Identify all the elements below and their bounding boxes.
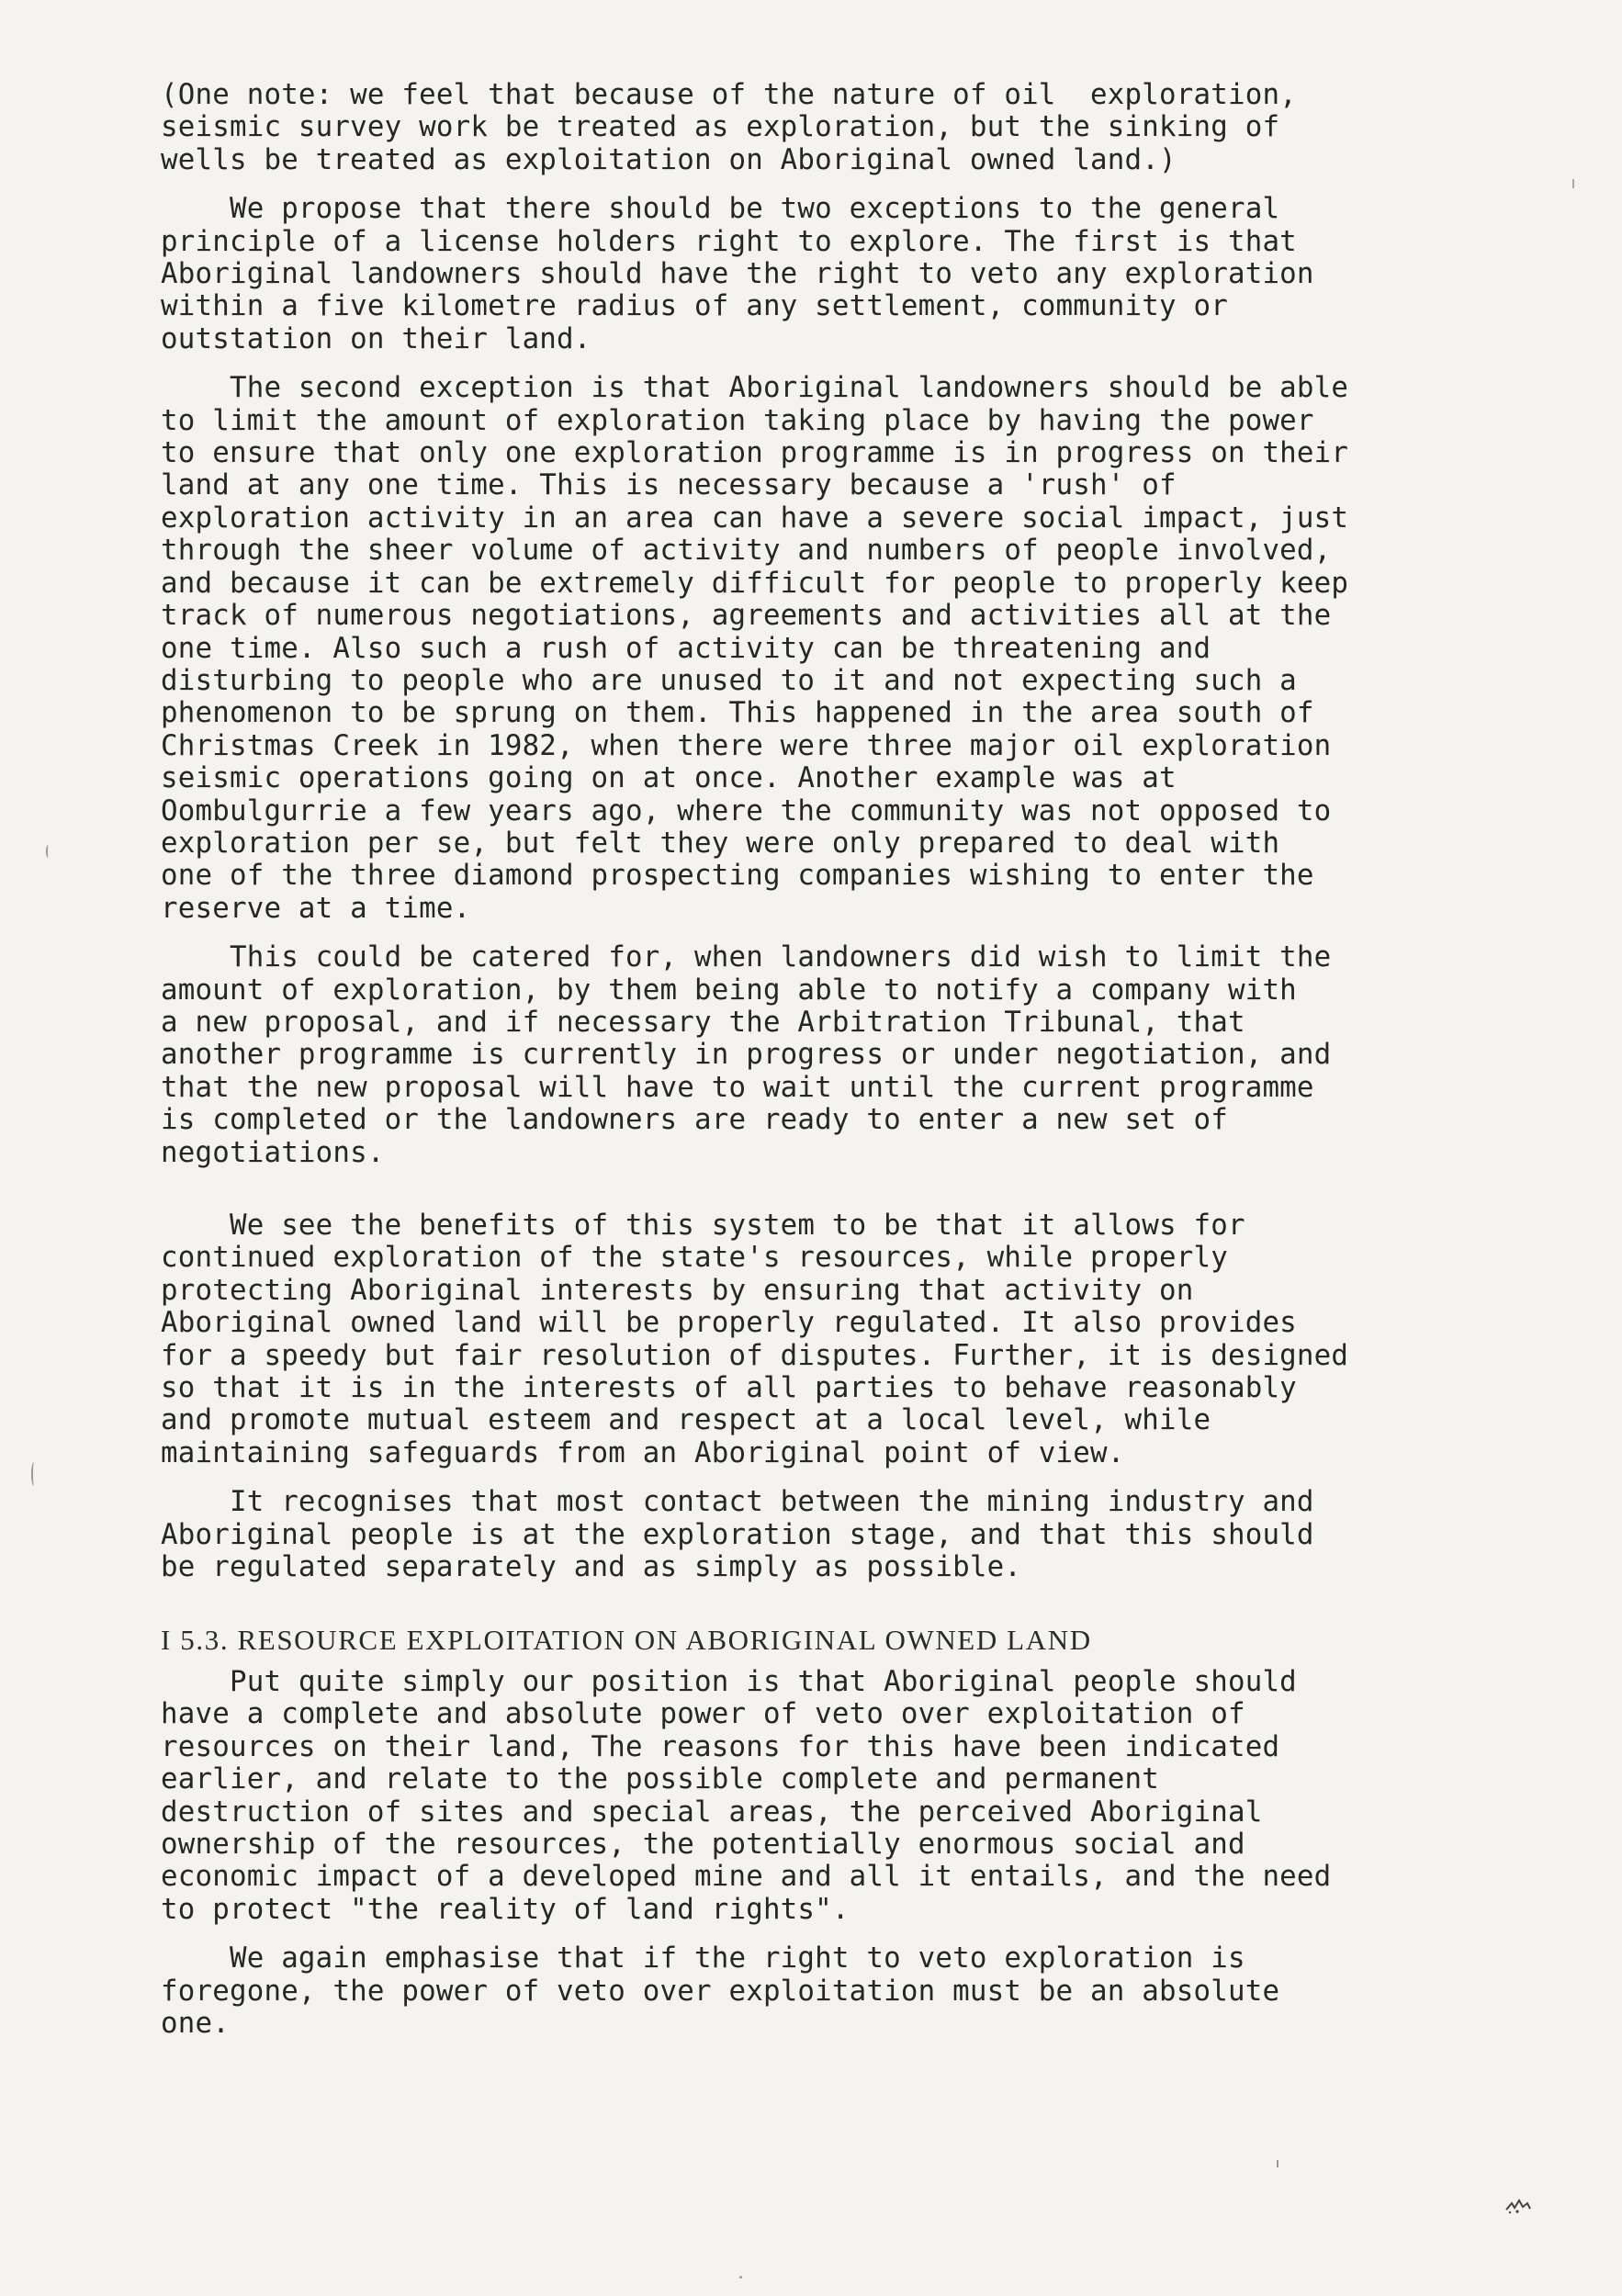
text-line: foregone, the power of veto over exploitation must be an absolute	[161, 1974, 1280, 2008]
text-line: maintaining safeguards from an Aboriginal point of view.	[161, 1435, 1125, 1469]
paragraph-two-exceptions	[161, 193, 1575, 355]
text-line: destruction of sites and special areas, the perceived Aboriginal	[161, 1795, 1263, 1829]
text-line: wells be treated as exploitation on Aboriginal owned land.)	[161, 142, 1177, 176]
paragraph-second-exception	[161, 372, 1575, 925]
text-line: economic impact of a developed mine and all it entails, and the need	[161, 1860, 1332, 1894]
text-line: so that it is in the interests of all parties to behave reasonably	[161, 1371, 1297, 1405]
text-line: exploration activity in an area can have a severe social impact, just	[161, 501, 1349, 535]
text-line: continued exploration of the state's resources, while properly	[161, 1241, 1228, 1275]
text-line: protecting Aboriginal interests by ensuring that activity on	[161, 1273, 1194, 1307]
text-line: negotiations.	[161, 1135, 385, 1169]
text-line: Christmas Creek in 1982, when there were three major oil exploration	[161, 728, 1332, 762]
text-line: through the sheer volume of activity and numbers of people involved,	[161, 534, 1332, 568]
text-line: that the new proposal will have to wait until the current programme	[161, 1070, 1314, 1104]
text-line: We see the benefits of this system to be that it allows for	[161, 1209, 1245, 1242]
text-line: another programme is currently in progress or under negotiation, and	[161, 1038, 1332, 1072]
paragraph-catered-for	[161, 941, 1575, 1169]
text-line: to protect "the reality of land rights".	[161, 1892, 850, 1926]
text-line: outstation on their land.	[161, 321, 591, 355]
text-line: It recognises that most contact between the mining industry and	[161, 1485, 1314, 1519]
text-line: principle of a license holders right to explore. The first is that	[161, 224, 1297, 258]
text-line: be regulated separately and as simply as possible.	[161, 1550, 1022, 1584]
text-line: exploration per se, but felt they were only prepared to deal with	[161, 826, 1280, 860]
text-line: Oombulgurrie a few years ago, where the community was not opposed to	[161, 793, 1332, 827]
scan-speck	[46, 845, 51, 858]
text-line: resources on their land, The reasons for this have been indicated	[161, 1729, 1280, 1763]
document-body	[161, 79, 1575, 2040]
text-line: seismic survey work be treated as exploration, but the sinking of	[161, 110, 1280, 144]
text-line: land at any one time. This is necessary because a 'rush' of	[161, 468, 1177, 502]
paragraph-benefits	[161, 1210, 1575, 1469]
text-line: ownership of the resources, the potentially enormous social and	[161, 1827, 1245, 1861]
text-line: We again emphasise that if the right to veto exploration is	[161, 1941, 1245, 1975]
text-line: reserve at a time.	[161, 891, 471, 925]
scan-speck	[739, 2276, 742, 2279]
scan-speck	[1572, 179, 1574, 188]
text-line: a new proposal, and if necessary the Arbitration Tribunal, that	[161, 1005, 1245, 1039]
scan-speck	[31, 1462, 37, 1486]
paragraph-emphasise	[161, 1942, 1575, 2040]
text-line: to ensure that only one exploration programme is in progress on their	[161, 436, 1349, 470]
text-line: and promote mutual esteem and respect at a local level, while	[161, 1403, 1211, 1437]
text-line: track of numerous negotiations, agreements and activities all at the	[161, 599, 1332, 633]
text-line: Put quite simply our position is that Aboriginal people should	[161, 1664, 1297, 1698]
paragraph-recognises	[161, 1486, 1575, 1583]
ink-smudge-icon	[1503, 2195, 1534, 2215]
text-line: Aboriginal owned land will be properly regulated. It also provides	[161, 1306, 1297, 1340]
paragraph-veto-position	[161, 1666, 1575, 1926]
text-line: disturbing to people who are unused to it and not expecting such a	[161, 663, 1297, 697]
text-line: Aboriginal landowners should have the right to veto any exploration	[161, 257, 1314, 291]
text-line: amount of exploration, by them being able to notify a company with	[161, 973, 1297, 1007]
text-line: have a complete and absolute power of veto over exploitation of	[161, 1697, 1245, 1731]
text-line: and because it can be extremely difficult for people to properly keep	[161, 566, 1349, 600]
section-heading: I 5.3. RESOURCE EXPLOITATION ON ABORIGINAL OWNED LAND	[161, 1624, 1092, 1657]
text-line: We propose that there should be two exceptions to the general	[161, 192, 1280, 226]
text-line: to limit the amount of exploration taking place by having the power	[161, 403, 1314, 437]
text-line: earlier, and relate to the possible complete and permanent	[161, 1762, 1159, 1796]
text-line: (One note: we feel that because of the nature of oil exploration,	[161, 78, 1297, 111]
scan-speck	[1277, 2160, 1278, 2167]
text-line: seismic operations going on at once. Another example was at	[161, 761, 1177, 795]
text-line: The second exception is that Aboriginal landowners should be able	[161, 371, 1349, 405]
text-line: within a five kilometre radius of any settlement, community or	[161, 289, 1228, 323]
text-line: is completed or the landowners are ready to enter a new set of	[161, 1103, 1228, 1137]
text-line: one.	[161, 2006, 230, 2040]
text-line: one time. Also such a rush of activity can be threatening and	[161, 631, 1211, 665]
paragraph-oil-note	[161, 79, 1575, 176]
text-line: This could be catered for, when landowners did wish to limit the	[161, 940, 1332, 974]
text-line: Aboriginal people is at the exploration stage, and that this should	[161, 1517, 1314, 1551]
text-line: phenomenon to be sprung on them. This happened in the area south of	[161, 696, 1314, 730]
text-line: one of the three diamond prospecting companies wishing to enter the	[161, 859, 1314, 893]
text-line: for a speedy but fair resolution of disputes. Further, it is designed	[161, 1338, 1349, 1372]
